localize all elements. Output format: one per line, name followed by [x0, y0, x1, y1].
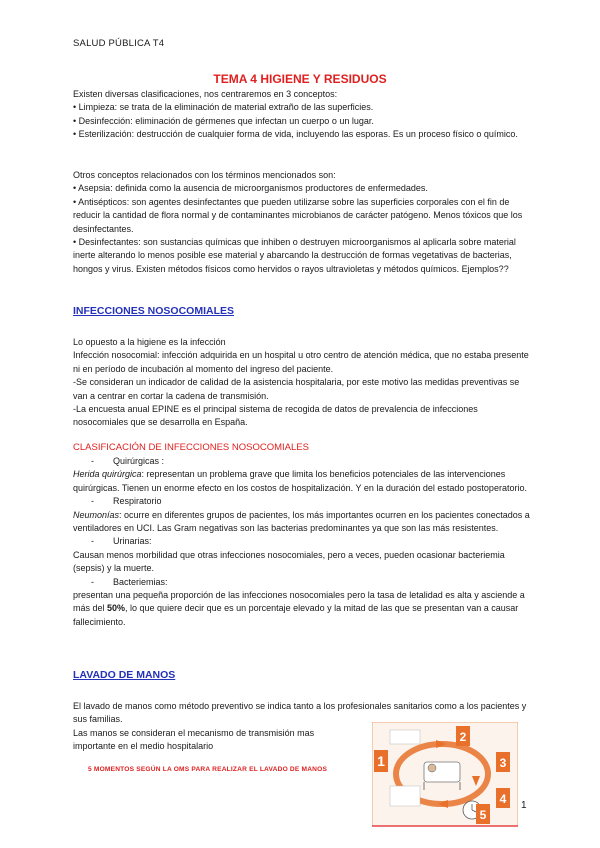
concept-label: • Desinfección [73, 115, 131, 126]
concept-antisepticos [73, 196, 533, 236]
others-paragraph [73, 169, 533, 276]
concept-label: • Esterilización [73, 129, 132, 140]
dash-bullet: - [91, 536, 94, 547]
concept-desinfeccion [73, 115, 533, 128]
step-number: 4 [499, 792, 507, 806]
paragraph-line: Las manos se consideran el mecanismo de transmisión mas importante en el medio hospitalario [73, 727, 315, 752]
concept-text: : definida como la ausencia de microorganismos productores de enfermedades. [110, 183, 428, 194]
dash-bullet: - [91, 576, 94, 587]
hand-illustration-box [390, 730, 420, 744]
page-number: 1 [521, 800, 527, 811]
list-text: : ocurre en diferentes grupos de pacientes, los más importantes ocurren en los pacientes conectados a ventiladores en UCI. Las Gram negativas son las bacterias predominantes ya que son las más resistentes. [73, 509, 530, 534]
paragraph-line: Infección nosocomial: infección adquirida en un hospital u otro centro de atención médica, que no estaba presente ni en período de incubación al momento del ingreso del paciente. [73, 350, 529, 374]
paragraph-line: El lavado de manos como método preventivo se indica tanto a los profesionales sanitarios como a los pacientes y sus familias. [73, 701, 527, 725]
intro-line: Existen diversas clasificaciones, nos centraremos en 3 conceptos: [73, 89, 338, 99]
list-text: presentan una pequeña proporción de las infecciones nosocomiales pero la tasa de letalidad es alta y asciende a más del [73, 590, 525, 614]
list-heading-text: Urinarias: [113, 536, 152, 547]
paragraph-line: Lo opuesto a la higiene es la infección [73, 337, 226, 347]
moments-caption: 5 MOMENTOS SEGÚN LA OMS PARA REALIZAR EL LAVADO DE MANOS [88, 766, 328, 773]
concept-label: • Limpieza [73, 102, 115, 113]
concept-limpieza [73, 101, 533, 114]
concept-esterilizacion [73, 128, 533, 141]
list-heading-quirurgicas [73, 455, 533, 468]
concept-text: : son agentes desinfectantes que pueden utilizarse sobre las superficies corporales con el fin de reducir la cantidad de flora normal y de contaminantes microbianos de carácter patógeno. Menos tóxicos que los desinfectantes. [73, 196, 523, 234]
intro-paragraph [73, 88, 533, 142]
hand-hygiene-illustration [372, 722, 518, 828]
list-text: : representan un problema grave que limita los beneficios potenciales de las intervenciones quirúrgicas. Tienen un enorme efecto en los costos de hospitalización. Y en la duración del estado postoperatorio. [73, 469, 527, 493]
hand-illustration-box [390, 786, 420, 806]
concept-text: : son sustancias químicas que inhiben o destruyen microorganismos al aplicarla sobre material inerte alterando lo menos posible ese material y abarcando la destrucción de formas vegetativas de bacterias, hongos y virus. Existen métodos físicos como hervidos o rayos ultravioletas y métodos químicos. Ejemplos?? [73, 237, 516, 274]
step-number: 5 [479, 808, 487, 822]
concept-label: • Desinfectantes [73, 237, 139, 248]
page-header: SALUD PÚBLICA T4 [73, 38, 165, 49]
list-heading-urinarias [73, 535, 533, 548]
list-body [73, 468, 533, 495]
concept-text: : se trata de la eliminación de material extraño de las superficies. [114, 102, 374, 113]
list-heading-respiratorio [73, 495, 533, 508]
list-heading-text: Respiratorio [113, 496, 162, 507]
step-number: 3 [499, 756, 507, 770]
list-body: Causan menos morbilidad que otras infecciones nosocomiales, pero a veces, pueden ocasionar bacteriemia (sepsis) y la muerte. [73, 549, 505, 574]
dash-bullet: - [91, 496, 94, 507]
list-heading-bacteriemias [73, 576, 533, 589]
concept-label: • Asepsia [73, 183, 111, 194]
list-body [73, 509, 533, 536]
infecciones-paragraph [73, 336, 533, 430]
others-line: Otros conceptos relacionados con los términos mencionados son: [73, 170, 336, 180]
clasificacion-list [73, 455, 533, 629]
list-term: Herida quirúrgica [73, 469, 142, 480]
concept-desinfectantes [73, 236, 533, 276]
list-heading-text: Bacteriemias: [113, 576, 168, 587]
section-heading-infecciones: INFECCIONES NOSOCOMIALES [73, 305, 235, 317]
page-title: TEMA 4 HIGIENE Y RESIDUOS [213, 72, 387, 86]
list-text: , lo que quiere decir que es un porcentaje elevado y la mitad de las que se presentan van a causar fallecimiento. [73, 603, 519, 627]
percentage-value: 50% [107, 603, 126, 614]
concept-asepsia [73, 182, 533, 195]
patient-head-icon [428, 764, 436, 772]
paragraph-line: -Se consideran un indicador de calidad de la asistencia hospitalaria, por este motivo las medidas preventivas se van a centrar en cortar la cadena de transmisión. [73, 377, 520, 401]
list-body [73, 589, 533, 629]
concept-text: : destrucción de cualquier forma de vida, incluyendo las esporas. Es un proceso físico o químico. [131, 129, 518, 140]
concept-text: : eliminación de gérmenes que infectan un cuerpo o un lugar. [130, 115, 374, 126]
list-heading-text: Quirúrgicas : [113, 456, 165, 466]
section-heading-lavado: LAVADO DE MANOS [73, 669, 176, 681]
concept-label: • Antisépticos [73, 196, 127, 207]
list-term: Neumonías [73, 509, 120, 520]
dash-bullet: - [91, 456, 94, 466]
subheading-clasificacion: CLASIFICACIÓN DE INFECCIONES NOSOCOMIALES [73, 442, 309, 453]
step-number: 2 [459, 730, 467, 744]
paragraph-line: -La encuesta anual EPINE es el principal sistema de recogida de datos de prevalencia de infecciones nosocomiales que se desarrolla en España. [73, 404, 478, 428]
step-number: 1 [377, 753, 385, 769]
